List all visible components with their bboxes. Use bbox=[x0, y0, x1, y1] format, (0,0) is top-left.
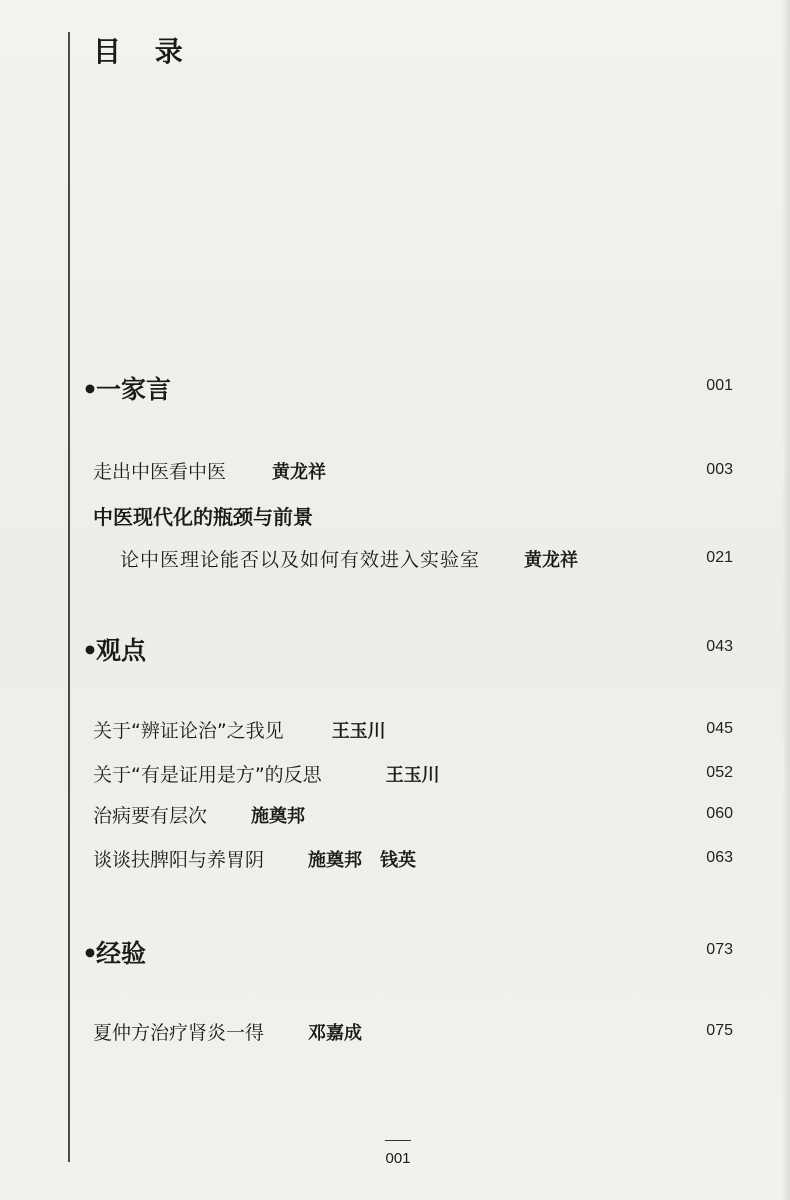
entry-author: 施奠邦 bbox=[251, 806, 306, 827]
entry-author: 施奠邦 钱英 bbox=[308, 850, 417, 871]
toc-entry bbox=[93, 760, 440, 787]
toc-entry bbox=[93, 1018, 362, 1045]
section-page-number: 073 bbox=[706, 941, 733, 958]
toc-section-heading bbox=[82, 370, 171, 406]
page-margin-rule bbox=[68, 32, 70, 1162]
entry-title: 夏仲方治疗肾炎一得 bbox=[93, 1022, 265, 1044]
entry-title: 论中医理论能否以及如何有效进入实验室 bbox=[120, 549, 481, 571]
toc-section-heading bbox=[82, 934, 146, 970]
toc-title: 目 录 bbox=[93, 35, 195, 68]
section-page-number: 043 bbox=[706, 638, 733, 655]
toc-section-heading bbox=[82, 631, 146, 667]
entry-title: 谈谈扶脾阳与养胃阴 bbox=[93, 849, 265, 871]
toc-entry bbox=[120, 545, 578, 572]
entry-page-number: 003 bbox=[706, 461, 733, 478]
toc-entry bbox=[93, 716, 386, 743]
entry-page-number: 075 bbox=[706, 1022, 733, 1039]
entry-title: 关于“有是证用是方”的反思 bbox=[93, 764, 322, 786]
bullet: • bbox=[82, 375, 98, 404]
bullet: • bbox=[82, 636, 98, 665]
entry-author: 王玉川 bbox=[331, 721, 386, 742]
entry-title: 走出中医看中医 bbox=[93, 461, 227, 483]
section-title: 经验 bbox=[96, 939, 147, 968]
entry-author: 王玉川 bbox=[385, 765, 440, 786]
section-title: 观点 bbox=[96, 636, 147, 665]
entry-page-number: 060 bbox=[706, 805, 733, 822]
toc-entry bbox=[93, 457, 326, 484]
toc-entry bbox=[93, 845, 416, 872]
bullet: • bbox=[82, 939, 98, 968]
folio-rule bbox=[385, 1140, 411, 1141]
entry-title: 关于“辨证论治”之我见 bbox=[93, 720, 284, 742]
entry-author: 黄龙祥 bbox=[272, 462, 327, 483]
toc-entry bbox=[93, 801, 305, 828]
section-title: 一家言 bbox=[96, 375, 172, 404]
entry-author: 邓嘉成 bbox=[308, 1023, 363, 1044]
toc-entry bbox=[93, 501, 313, 530]
entry-title: 治病要有层次 bbox=[93, 805, 208, 827]
page-folio: 001 bbox=[385, 1150, 411, 1167]
entry-author: 黄龙祥 bbox=[524, 550, 579, 571]
entry-page-number: 021 bbox=[706, 549, 733, 566]
entry-title: 中医现代化的瓶颈与前景 bbox=[93, 505, 313, 529]
section-page-number: 001 bbox=[706, 377, 733, 394]
entry-page-number: 045 bbox=[706, 720, 733, 737]
entry-page-number: 052 bbox=[706, 764, 733, 781]
entry-page-number: 063 bbox=[706, 849, 733, 866]
page-edge-shadow bbox=[782, 0, 790, 1200]
